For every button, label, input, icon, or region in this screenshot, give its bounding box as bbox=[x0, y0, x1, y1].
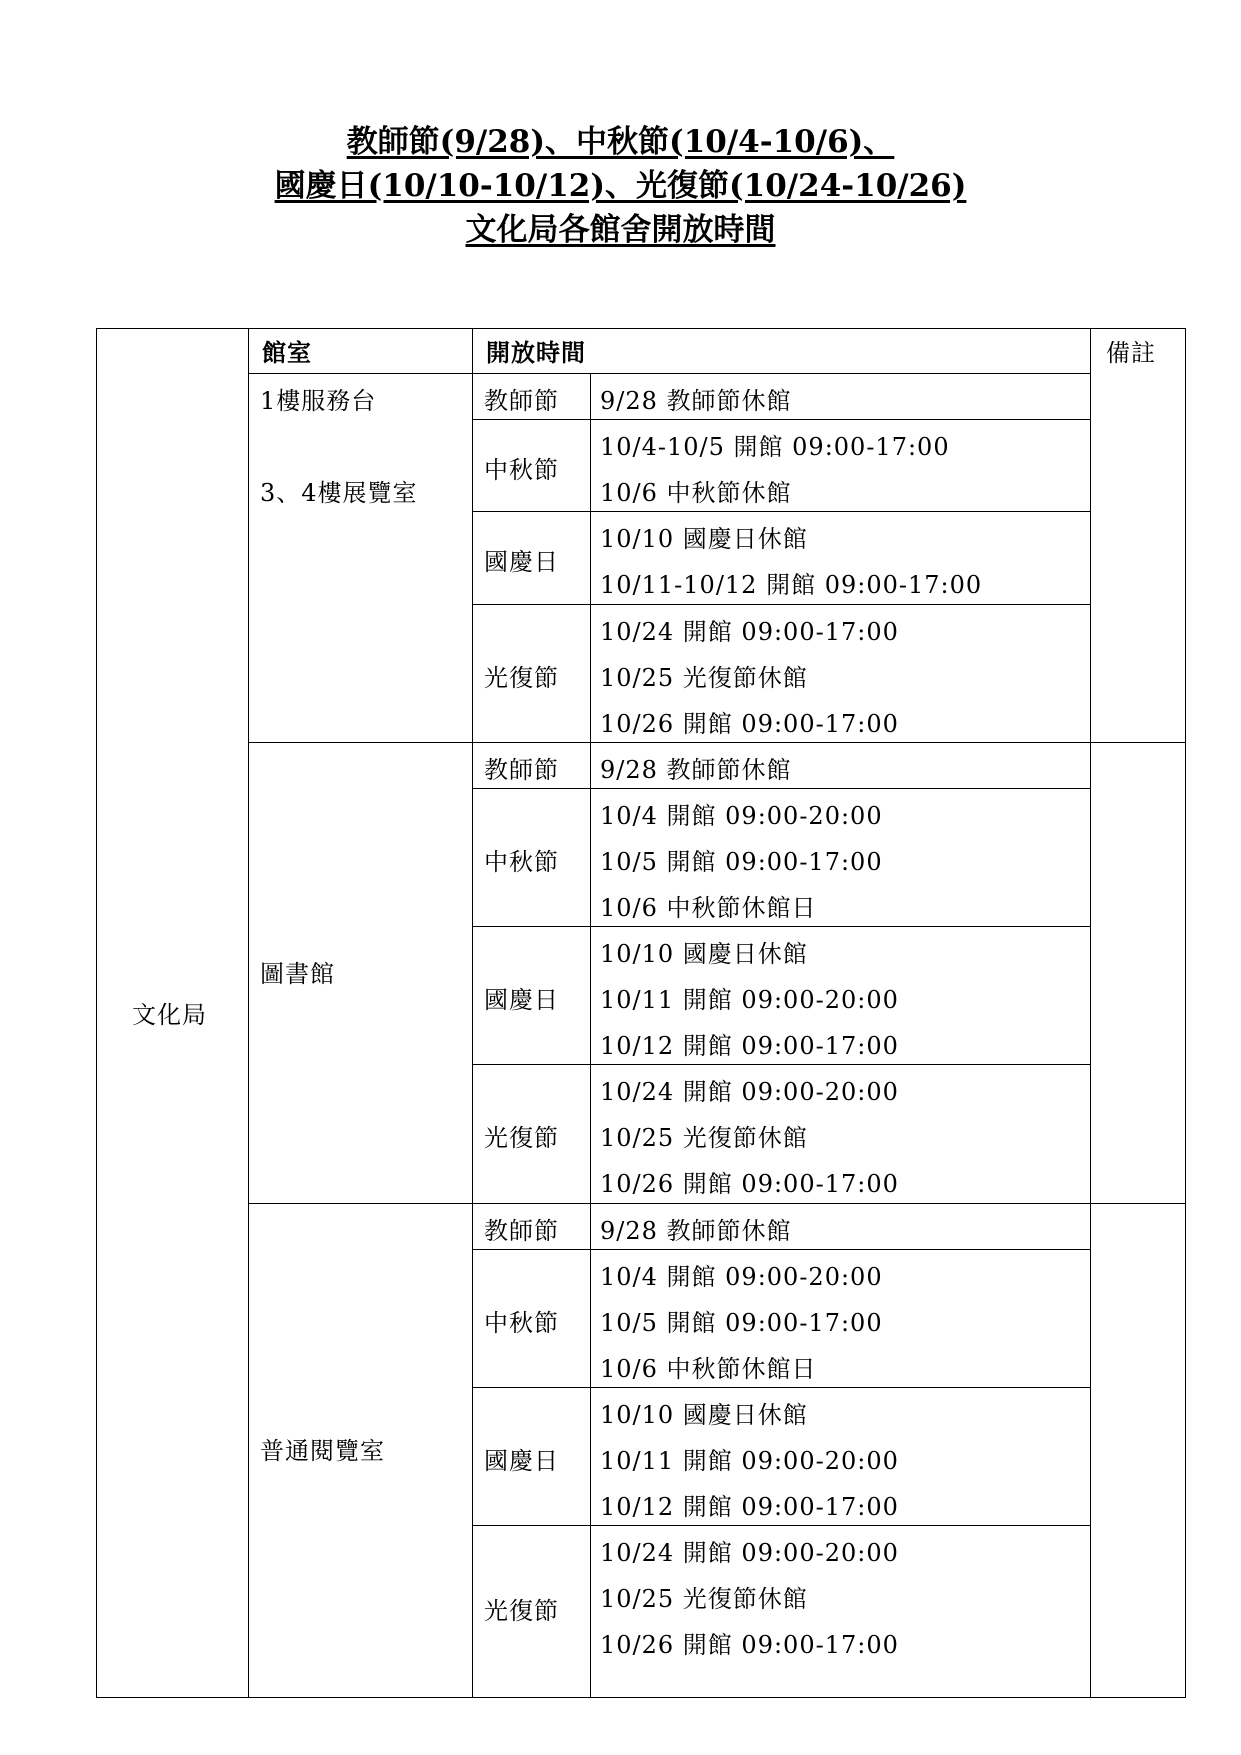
holiday-divider bbox=[472, 788, 1090, 789]
holiday-divider bbox=[472, 511, 1090, 512]
column-divider bbox=[590, 373, 591, 1698]
holiday-name: 光復節 bbox=[484, 1597, 559, 1625]
hours-line: 10/26 開館 09:00-17:00 bbox=[600, 710, 899, 738]
holiday-divider bbox=[472, 1387, 1090, 1388]
holiday-divider bbox=[472, 419, 1090, 420]
holiday-name: 教師節 bbox=[484, 387, 559, 415]
header-hours: 開放時間 bbox=[486, 338, 586, 367]
hours-line: 9/28 教師節休館 bbox=[600, 387, 792, 415]
hours-line: 9/28 教師節休館 bbox=[600, 756, 792, 784]
hours-line: 10/4 開館 09:00-20:00 bbox=[600, 1263, 883, 1291]
hours-line: 10/6 中秋節休館 bbox=[600, 479, 792, 507]
holiday-divider bbox=[472, 1064, 1090, 1065]
title-line-3: 文化局各館舍開放時間 bbox=[465, 212, 776, 248]
holiday-name: 國慶日 bbox=[484, 986, 559, 1014]
holiday-divider bbox=[472, 604, 1090, 605]
holiday-divider bbox=[472, 1525, 1090, 1526]
hours-line: 10/26 開館 09:00-17:00 bbox=[600, 1170, 899, 1198]
hours-line: 10/11 開館 09:00-20:00 bbox=[600, 1447, 899, 1475]
hours-line: 9/28 教師節休館 bbox=[600, 1217, 792, 1245]
hours-line: 10/24 開館 09:00-20:00 bbox=[600, 1078, 899, 1106]
holiday-name: 中秋節 bbox=[484, 456, 559, 484]
hall-name: 普通閱覽室 bbox=[260, 1437, 385, 1465]
agency-name: 文化局 bbox=[132, 1001, 207, 1029]
holiday-name: 光復節 bbox=[484, 664, 559, 692]
holiday-name: 光復節 bbox=[484, 1124, 559, 1152]
holiday-divider bbox=[472, 926, 1090, 927]
hours-line: 10/12 開館 09:00-17:00 bbox=[600, 1493, 899, 1521]
header-hall: 館室 bbox=[262, 338, 312, 367]
hall-name: 3、4樓展覽室 bbox=[260, 479, 418, 507]
hours-line: 10/6 中秋節休館日 bbox=[600, 894, 817, 922]
hours-line: 10/5 開館 09:00-17:00 bbox=[600, 1309, 883, 1337]
hours-line: 10/25 光復節休館 bbox=[600, 1124, 808, 1152]
column-divider bbox=[472, 328, 473, 1698]
hours-line: 10/4 開館 09:00-20:00 bbox=[600, 802, 883, 830]
holiday-name: 國慶日 bbox=[484, 1447, 559, 1475]
document-title bbox=[0, 120, 1241, 252]
hours-line: 10/4-10/5 開館 09:00-17:00 bbox=[600, 433, 950, 461]
hours-line: 10/6 中秋節休館日 bbox=[600, 1355, 817, 1383]
column-divider bbox=[1090, 328, 1091, 1698]
title-line-2: 國慶日(10/10-10/12)、光復節(10/24-10/26) bbox=[274, 168, 967, 204]
hours-line: 10/10 國慶日休館 bbox=[600, 1401, 808, 1429]
group-divider bbox=[248, 742, 1186, 743]
holiday-name: 教師節 bbox=[484, 1217, 559, 1245]
title-line-1: 教師節(9/28)、中秋節(10/4-10/6)、 bbox=[346, 124, 895, 160]
holiday-name: 中秋節 bbox=[484, 1309, 559, 1337]
holiday-name: 教師節 bbox=[484, 756, 559, 784]
hours-line: 10/26 開館 09:00-17:00 bbox=[600, 1631, 899, 1659]
holiday-divider bbox=[472, 1249, 1090, 1250]
hours-line: 10/10 國慶日休館 bbox=[600, 525, 808, 553]
hours-line: 10/25 光復節休館 bbox=[600, 664, 808, 692]
hours-line: 10/12 開館 09:00-17:00 bbox=[600, 1032, 899, 1060]
hall-name: 1樓服務台 bbox=[260, 387, 377, 415]
hours-line: 10/10 國慶日休館 bbox=[600, 940, 808, 968]
hours-line: 10/25 光復節休館 bbox=[600, 1585, 808, 1613]
hall-name: 圖書館 bbox=[260, 960, 335, 988]
holiday-name: 國慶日 bbox=[484, 548, 559, 576]
hours-line: 10/11 開館 09:00-20:00 bbox=[600, 986, 899, 1014]
holiday-name: 中秋節 bbox=[484, 848, 559, 876]
header-rule bbox=[248, 373, 1090, 374]
hours-line: 10/24 開館 09:00-20:00 bbox=[600, 1539, 899, 1567]
header-notes: 備註 bbox=[1106, 339, 1156, 367]
hours-line: 10/24 開館 09:00-17:00 bbox=[600, 618, 899, 646]
hours-line: 10/11-10/12 開館 09:00-17:00 bbox=[600, 571, 983, 599]
hours-line: 10/5 開館 09:00-17:00 bbox=[600, 848, 883, 876]
group-divider bbox=[248, 1203, 1186, 1204]
column-divider bbox=[248, 328, 249, 1698]
